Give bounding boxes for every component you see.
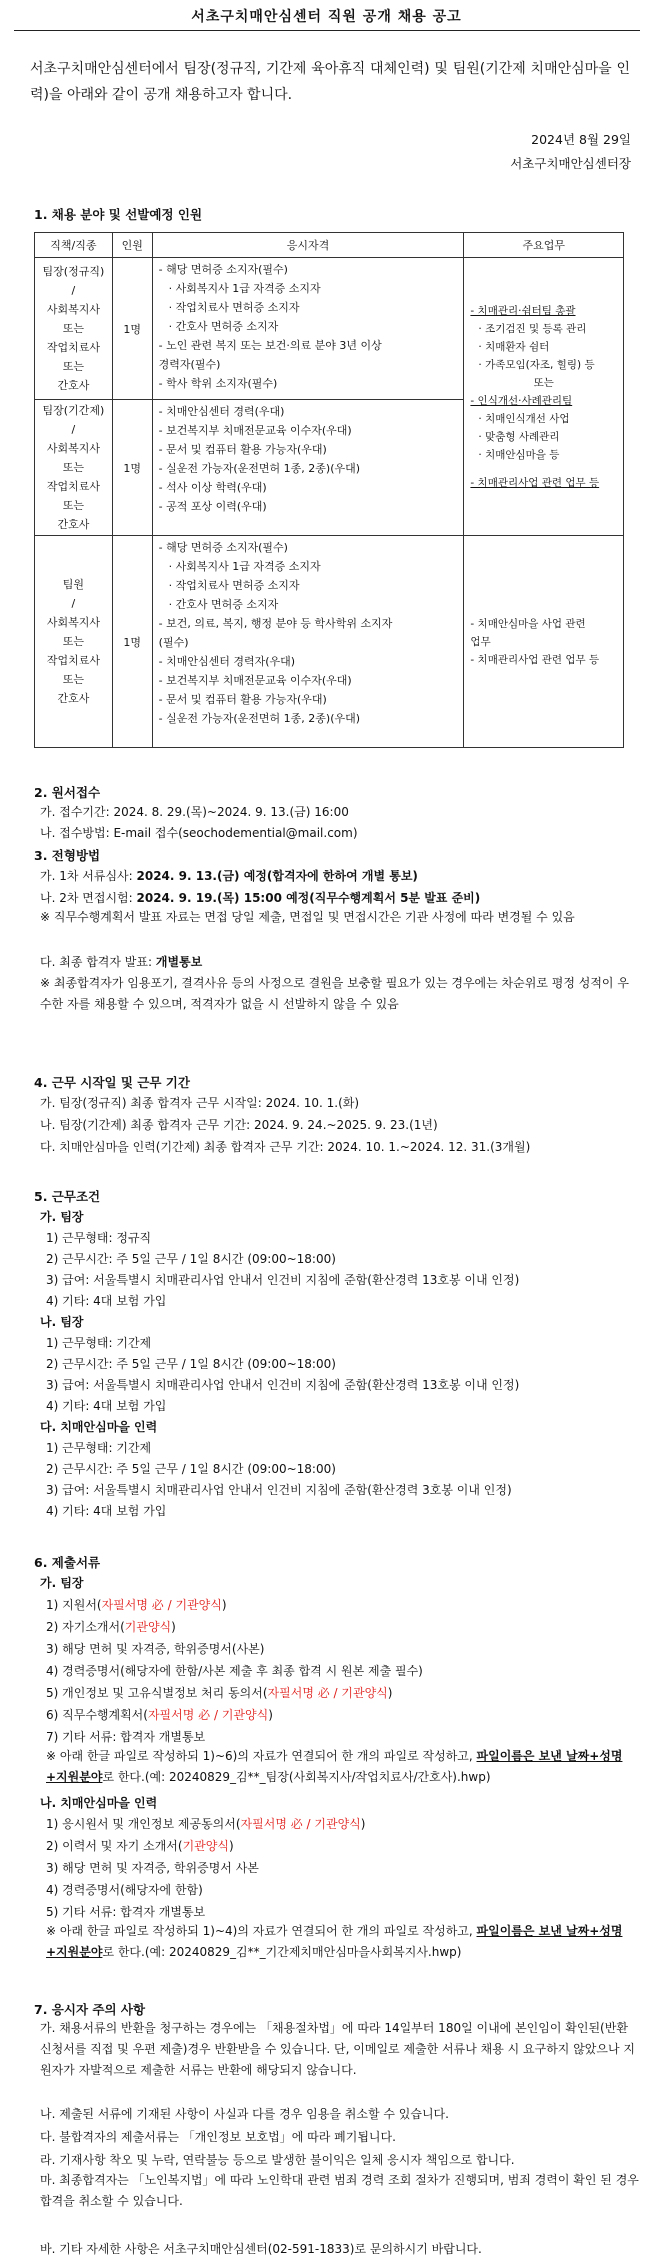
condition-group: 나. 팀장	[40, 1315, 84, 1329]
document-line: 3) 해당 면허 및 자격증, 학위증명서 사본	[46, 1861, 259, 1875]
qualification-line: - 치매안심센터 경력(우대)	[158, 405, 285, 418]
qualification-line: 경력자(필수)	[158, 358, 221, 371]
doc-text: 1) 지원서(	[46, 1598, 102, 1612]
duty-line: - 인식개선·사례관리팀	[470, 394, 573, 407]
caution-line: 다. 불합격자의 제출서류는 「개인정보 보호법」에 따라 폐기됩니다.	[40, 2130, 396, 2144]
role-line: 작업치료사	[46, 341, 100, 354]
section-heading-application: 2. 원서접수	[34, 785, 101, 800]
doc-requirement: 기관양식	[124, 1620, 172, 1634]
doc-text: 1) 응시원서 및 개인정보 제공동의서(	[46, 1817, 241, 1831]
duty-cell	[464, 258, 624, 536]
condition-line: 3) 급여: 서울특별시 치매관리사업 안내서 인건비 지침에 준함(환산경력 13호봉 이내 인정)	[46, 1273, 520, 1287]
qualification-line: - 학사 학위 소지자(필수)	[158, 377, 278, 390]
doc-text: 2) 자기소개서(	[46, 1620, 125, 1634]
role-line: /	[71, 597, 76, 610]
qualification-cell	[152, 400, 464, 536]
table-header-row	[35, 233, 624, 258]
selection-note-2: ※ 최종합격자가 임용포기, 결격사유 등의 사정으로 결원을 보충할 필요가 있는 경우에는 차순위로 평정 성적이 우수한 자를 채용할 수 있으며, 적격자가 없을 시 선발하지 않을 수 있음	[40, 976, 629, 1011]
doc-requirement: 자필서명 必 / 기관양식	[101, 1598, 222, 1612]
note-text: 로 한다.(예: 20240829_김**_팀장(사회복지사/작업치료사/간호사).hwp)	[102, 1770, 491, 1784]
selection-step-3	[40, 953, 202, 970]
condition-line: 3) 급여: 서울특별시 치매관리사업 안내서 인건비 지침에 준함(환산경력 13호봉 이내 인정)	[46, 1378, 520, 1392]
duty-line: 또는	[533, 376, 554, 389]
column-header: 인원	[112, 233, 152, 258]
caution-line: 마. 최종합격자는 「노인복지법」에 따라 노인학대 관련 범죄 경력 조회 절차가 진행되며, 범죄 경력이 확인 된 경우 합격을 취소할 수 있습니다.	[40, 2173, 639, 2208]
qualification-line: - 석사 이상 학력(우대)	[158, 481, 267, 494]
condition-line: 1) 근무형태: 기간제	[46, 1336, 152, 1350]
section-heading-selection: 3. 전형방법	[34, 848, 101, 863]
role-line: 작업치료사	[46, 654, 100, 667]
doc-requirement: 기관양식	[182, 1839, 229, 1853]
document-group: 나. 치매안심마을 인력	[40, 1796, 158, 1810]
condition-group: 다. 치매안심마을 인력	[40, 1420, 158, 1434]
role-line: 사회복지사	[46, 442, 100, 455]
caution-line: 라. 기재사항 착오 및 누락, 연락불능 등으로 발생한 불이익은 일체 응시자 책임으로 합니다.	[40, 2153, 515, 2167]
qualification-line: · 사회복지사 1급 자격증 소지자	[168, 282, 321, 295]
caution-line: 가. 채용서류의 반환을 청구하는 경우에는 「채용절차법」에 따라 14일부터 180일 이내에 본인임이 확인된(반환 신청서를 직접 및 우편 제출)경우 반환받을 수 있습니다. 단, 이메일로 제출한 서류나 채용 시 요구하지 않았으나 지원자가 자발적으로 제출한 서류는 반환에 해당되지 않습니다.	[40, 2021, 635, 2077]
doc-text: )	[360, 1817, 366, 1831]
column-header: 주요업무	[464, 233, 624, 258]
document-line	[46, 1837, 234, 1854]
qualification-line: · 사회복지사 1급 자격증 소지자	[168, 560, 321, 573]
role-cell	[35, 258, 113, 400]
condition-line: 4) 기타: 4대 보험 가입	[46, 1399, 167, 1413]
doc-requirement: 자필서명 必 / 기관양식	[240, 1817, 361, 1831]
role-line: 팀장(기간제)	[42, 404, 105, 417]
role-line: 또는	[62, 499, 85, 512]
role-line: 간호사	[57, 379, 90, 392]
qualification-line: - 치매안심센터 경력자(우대)	[158, 655, 296, 668]
role-line: 간호사	[57, 518, 90, 531]
qualification-line: - 실운전 가능자(운전면허 1종, 2종)(우대)	[158, 462, 361, 475]
role-line: /	[71, 423, 76, 436]
doc-requirement: 자필서명 必 / 기관양식	[147, 1708, 269, 1722]
work-period-line: 나. 팀장(기간제) 최종 합격자 근무 기간: 2024. 9. 24.~2025. 9. 23.(1년)	[40, 1118, 438, 1132]
qualification-cell	[152, 258, 464, 400]
intro-paragraph: 서초구치매안심센터에서 팀장(정규직, 기간제 육아휴직 대체인력) 및 팀원(기간제 치매안심마을 인력)을 아래와 같이 공개 채용하고자 합니다.	[30, 61, 630, 103]
application-period: 가. 접수기간: 2024. 8. 29.(목)~2024. 9. 13.(금) 16:00	[40, 805, 349, 819]
doc-text: )	[221, 1598, 227, 1612]
qualification-line: · 작업치료사 면허증 소지자	[168, 301, 300, 314]
role-line: /	[71, 284, 76, 297]
duty-cell	[464, 536, 624, 748]
positions-table	[34, 232, 624, 748]
role-line: 또는	[62, 461, 85, 474]
condition-line: 2) 근무시간: 주 5일 근무 / 1일 8시간 (09:00~18:00)	[46, 1462, 336, 1476]
qualification-line: - 보건, 의료, 복지, 행정 분야 등 학사학위 소지자	[158, 617, 393, 630]
qualification-line: - 노인 관련 복지 또는 보건·의료 분야 3년 이상	[158, 339, 382, 352]
caution-contact: 바. 기타 자세한 사항은 서초구치매안심센터(02-591-1833)로 문의하시기 바랍니다.	[40, 2242, 482, 2256]
document-line	[46, 1815, 365, 1832]
step-value: 2024. 9. 13.(금) 예정(합격자에 한하여 개별 통보)	[136, 869, 418, 883]
qualification-line: - 보건복지부 치매전문교육 이수자(우대)	[158, 424, 352, 437]
document-line	[46, 1596, 227, 1613]
doc-text: 6) 직무수행계획서(	[46, 1708, 148, 1722]
document-line: 4) 경력증명서(해당자에 한함/사본 제출 후 최종 합격 시 원본 제출 필수)	[46, 1664, 423, 1678]
doc-text: )	[268, 1708, 273, 1722]
doc-text: )	[387, 1686, 393, 1700]
qualification-line: · 간호사 면허증 소지자	[168, 598, 279, 611]
qualification-line: · 작업치료사 면허증 소지자	[168, 579, 300, 592]
document-line	[46, 1618, 176, 1635]
page-title: 서초구치매안심센터 직원 공개 채용 공고	[191, 9, 462, 25]
condition-line: 3) 급여: 서울특별시 치매관리사업 안내서 인건비 지침에 준함(환산경력 3호봉 이내 인정)	[46, 1483, 512, 1497]
condition-line: 1) 근무형태: 기간제	[46, 1441, 152, 1455]
duty-line: · 치매안심마을 등	[478, 448, 560, 461]
document-line: 5) 기타 서류: 합격자 개별통보	[46, 1905, 206, 1919]
doc-requirement: 자필서명 必 / 기관양식	[267, 1686, 388, 1700]
role-line: 또는	[62, 360, 85, 373]
table-row	[35, 258, 624, 400]
condition-group: 가. 팀장	[40, 1210, 84, 1224]
note-text: ※ 아래 한글 파일로 작성하되 1)~6)의 자료가 연결되어 한 개의 파일로 작성하고,	[46, 1749, 477, 1763]
duty-line: · 맞춤형 사례관리	[478, 430, 560, 443]
section-heading-documents: 6. 제출서류	[34, 1555, 101, 1570]
notice-date: 2024년 8월 29일	[531, 132, 631, 147]
selection-step-2	[40, 889, 480, 906]
duty-line: 업무	[470, 635, 491, 648]
document-line: 4) 경력증명서(해당자에 한함)	[46, 1883, 203, 1897]
role-line: 또는	[62, 635, 85, 648]
duty-line: · 치매환자 쉼터	[478, 340, 550, 353]
step-value: 2024. 9. 19.(목) 15:00 예정(직무수행계획서 5분 발표 준비)	[136, 891, 481, 905]
work-period-line: 가. 팀장(정규직) 최종 합격자 근무 시작일: 2024. 10. 1.(화)	[40, 1096, 360, 1110]
document-note	[46, 1921, 640, 1963]
table-row	[35, 536, 624, 748]
application-method: 나. 접수방법: E-mail 접수(seochodemential@mail.com)	[40, 826, 358, 840]
duty-line: - 치매관리·쉼터팀 총괄	[470, 304, 576, 317]
note-emphasis: 파일이름은 보낸 날짜+성명+지원분야	[46, 1749, 623, 1784]
condition-line: 2) 근무시간: 주 5일 근무 / 1일 8시간 (09:00~18:00)	[46, 1252, 336, 1266]
note-emphasis: 파일이름은 보낸 날짜+성명+지원분야	[46, 1924, 623, 1959]
caution-line: 나. 제출된 서류에 기재된 사항이 사실과 다를 경우 임용을 취소할 수 있습니다.	[40, 2107, 449, 2121]
step-label: 가. 1차 서류심사:	[40, 869, 137, 883]
document-note	[46, 1746, 640, 1788]
duty-line: · 가족모임(자조, 힐링) 등	[478, 358, 595, 371]
document-line: 3) 해당 면허 및 자격증, 학위증명서(사본)	[46, 1642, 265, 1656]
doc-text: )	[171, 1620, 176, 1634]
condition-line: 4) 기타: 4대 보험 가입	[46, 1294, 167, 1308]
qualification-line: · 간호사 면허증 소지자	[168, 320, 279, 333]
role-line: 또는	[62, 673, 85, 686]
qualification-line: - 문서 및 컴퓨터 활용 가능자(우대)	[158, 693, 327, 706]
role-line: 팀장(정규직)	[42, 265, 105, 278]
qualification-line: - 문서 및 컴퓨터 활용 가능자(우대)	[158, 443, 327, 456]
condition-line: 4) 기타: 4대 보험 가입	[46, 1504, 167, 1518]
qualification-line: - 해당 면허증 소지자(필수)	[158, 263, 288, 276]
doc-text: )	[228, 1839, 234, 1853]
role-line: 사회복지사	[46, 303, 100, 316]
qualification-line: (필수)	[158, 636, 189, 649]
doc-text: 2) 이력서 및 자기 소개서(	[46, 1839, 183, 1853]
qualification-cell	[152, 536, 464, 748]
role-line: 팀원	[62, 578, 85, 591]
document-line	[46, 1684, 392, 1701]
qualification-line: - 보건복지부 치매전문교육 이수자(우대)	[158, 674, 352, 687]
notice-issuer: 서초구치매안심센터장	[510, 156, 631, 171]
role-line: 작업치료사	[46, 480, 100, 493]
count-cell: 1명	[112, 536, 152, 748]
section-heading-positions: 1. 채용 분야 및 선발예정 인원	[34, 207, 203, 222]
doc-text: 5) 개인정보 및 고유식별정보 처리 동의서(	[46, 1686, 268, 1700]
document-line	[46, 1706, 273, 1723]
work-period-line: 다. 치매안심마을 인력(기간제) 최종 합격자 근무 기간: 2024. 10. 1.~2024. 12. 31.(3개월)	[40, 1140, 531, 1154]
step-value: 개별통보	[155, 955, 203, 969]
document-group: 가. 팀장	[40, 1576, 84, 1590]
selection-step-1	[40, 867, 418, 884]
step-label: 나. 2차 면접시험:	[40, 891, 137, 905]
column-header: 응시자격	[152, 233, 464, 258]
condition-line: 2) 근무시간: 주 5일 근무 / 1일 8시간 (09:00~18:00)	[46, 1357, 336, 1371]
role-line: 사회복지사	[46, 616, 100, 629]
count-cell: 1명	[112, 258, 152, 400]
document-line: 7) 기타 서류: 합격자 개별통보	[46, 1730, 206, 1744]
role-cell	[35, 400, 113, 536]
note-text: 로 한다.(예: 20240829_김**_기간제치매안심마을사회복지사.hwp)	[102, 1945, 462, 1959]
qualification-line: - 공적 포상 이력(우대)	[158, 500, 267, 513]
duty-line: - 치매관리사업 관련 업무 등	[470, 653, 600, 666]
note-text: ※ 아래 한글 파일로 작성하되 1)~4)의 자료가 연결되어 한 개의 파일로 작성하고,	[46, 1924, 477, 1938]
duty-line: - 치매안심마을 사업 관련	[470, 617, 586, 630]
column-header: 직책/직종	[35, 233, 113, 258]
qualification-line: - 실운전 가능자(운전면허 1종, 2종)(우대)	[158, 712, 361, 725]
count-cell: 1명	[112, 400, 152, 536]
qualification-line: - 해당 면허증 소지자(필수)	[158, 541, 288, 554]
duty-line: - 치매관리사업 관련 업무 등	[470, 476, 600, 489]
step-label: 다. 최종 합격자 발표:	[40, 955, 156, 969]
role-line: 또는	[62, 322, 85, 335]
condition-line: 1) 근무형태: 정규직	[46, 1231, 152, 1245]
title-divider	[14, 30, 640, 31]
section-heading-conditions: 5. 근무조건	[34, 1189, 101, 1204]
section-heading-work-period: 4. 근무 시작일 및 근무 기간	[34, 1075, 190, 1090]
selection-note-1: ※ 직무수행계획서 발표 자료는 면접 당일 제출, 면접일 및 면접시간은 기관 사정에 따라 변경될 수 있음	[40, 910, 575, 924]
role-cell	[35, 536, 113, 748]
duty-line: · 치매인식개선 사업	[478, 412, 570, 425]
section-heading-cautions: 7. 응시자 주의 사항	[34, 2002, 146, 2017]
duty-line: · 조기검진 및 등록 관리	[478, 322, 587, 335]
role-line: 간호사	[57, 692, 90, 705]
